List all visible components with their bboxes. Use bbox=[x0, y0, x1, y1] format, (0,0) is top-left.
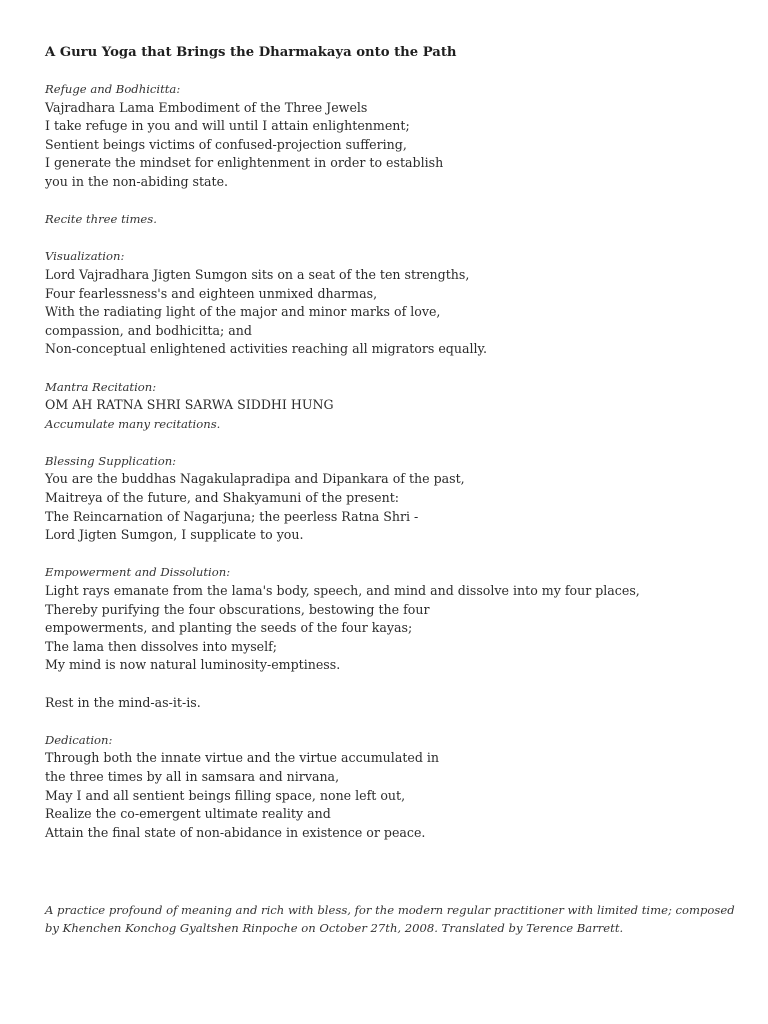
section-mantra bbox=[45, 378, 735, 434]
verse-line: Non-conceptual enlightened activities reaching all migrators equally. bbox=[45, 341, 487, 357]
section-heading: Refuge and Bodhicitta: bbox=[45, 82, 181, 96]
mantra-line: OM AH RATNA SHRI SARWA SIDDHI HUNG bbox=[45, 397, 334, 413]
verse-line: Through both the innate virtue and the virtue accumulated in bbox=[45, 750, 440, 766]
verse-line: The lama then dissolves into myself; bbox=[45, 638, 278, 654]
section-heading: Mantra Recitation: bbox=[45, 379, 157, 394]
section-heading: Visualization: bbox=[45, 249, 125, 264]
verse-line: Maitreya of the future, and Shakyamuni of the present: bbox=[45, 490, 400, 506]
verse-line: The Reincarnation of Nagarjuna; the peerless Ratna Shri - bbox=[45, 508, 419, 524]
verse-line: Realize the co-emergent ultimate reality and bbox=[45, 806, 331, 822]
verse-line: Four fearlessness's and eighteen unmixed dharmas, bbox=[45, 285, 378, 301]
verse-line: Light rays emanate from the lama's body, speech, and mind and dissolve into my four places, bbox=[45, 583, 640, 599]
verse-line: Sentient beings victims of confused-projection suffering, bbox=[45, 136, 407, 152]
section-recite-instruction bbox=[45, 210, 735, 229]
instruction-note: Recite three times. bbox=[45, 212, 157, 227]
verse-line: With the radiating light of the major and minor marks of love, bbox=[45, 304, 441, 320]
section-empowerment bbox=[45, 563, 735, 675]
verse-line: My mind is now natural luminosity-emptiness. bbox=[45, 657, 341, 673]
instruction-note: Accumulate many recitations. bbox=[45, 416, 221, 431]
document-body bbox=[45, 43, 735, 861]
colophon: A practice profound of meaning and rich with bless, for the modern regular practitioner with limited time; composed by Khenchen Konchog Gyaltshen Rinpoche on October 27th, 2008. Translated by Terence Barrett. bbox=[45, 903, 735, 936]
verse-line: Rest in the mind-as-it-is. bbox=[45, 694, 201, 710]
verse-line: I take refuge in you and will until I attain enlightenment; bbox=[45, 118, 410, 134]
verse-line: Thereby purifying the four obscurations, bestowing the four bbox=[45, 601, 430, 617]
section-heading: Dedication: bbox=[45, 732, 113, 747]
verse-line: I generate the mindset for enlightenment in order to establish bbox=[45, 155, 444, 171]
verse-line: Lord Vajradhara Jigten Sumgon sits on a seat of the ten strengths, bbox=[45, 266, 470, 282]
document-title: A Guru Yoga that Brings the Dharmakaya onto the Path bbox=[45, 45, 457, 60]
verse-line: empowerments, and planting the seeds of the four kayas; bbox=[45, 620, 413, 636]
section-refuge bbox=[45, 80, 735, 192]
section-supplication bbox=[45, 452, 735, 545]
section-visualization bbox=[45, 247, 735, 359]
verse-line: the three times by all in samsara and nirvana, bbox=[45, 768, 340, 784]
verse-line: May I and all sentient beings filling space, none left out, bbox=[45, 787, 406, 803]
verse-line: You are the buddhas Nagakulapradipa and Dipankara of the past, bbox=[45, 471, 465, 487]
section-heading: Blessing Supplication: bbox=[45, 453, 177, 468]
verse-line: Vajradhara Lama Embodiment of the Three Jewels bbox=[45, 99, 368, 115]
verse-line: compassion, and bodhicitta; and bbox=[45, 322, 252, 338]
verse-line: Attain the final state of non-abidance in existence or peace. bbox=[45, 824, 426, 840]
section-heading: Empowerment and Dissolution: bbox=[45, 565, 231, 580]
section-dedication bbox=[45, 731, 735, 843]
section-rest bbox=[45, 694, 735, 713]
verse-line: you in the non-abiding state. bbox=[45, 173, 229, 189]
verse-line: Lord Jigten Sumgon, I supplicate to you. bbox=[45, 527, 304, 543]
